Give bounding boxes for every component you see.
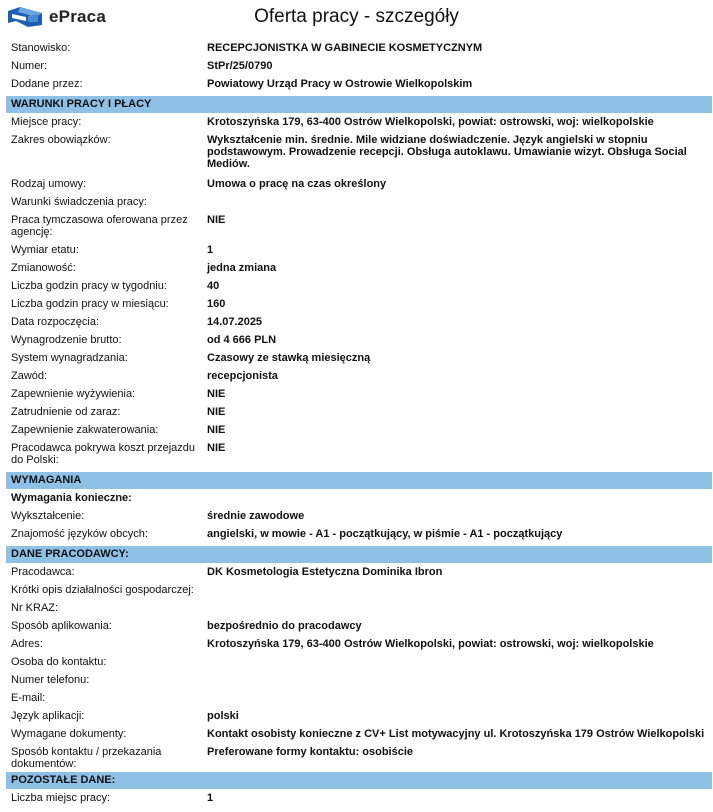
field-value — [206, 602, 712, 618]
field-label: Zatrudnienie od zaraz: — [11, 406, 121, 418]
field-label: Zakres obowiązków: — [11, 134, 111, 146]
detail-row — [6, 314, 712, 332]
field-value: 1 — [207, 244, 214, 256]
field-label: Numer telefonu: — [11, 674, 90, 686]
field-value: średnie zawodowe — [207, 510, 305, 522]
detail-row — [6, 278, 712, 296]
detail-row — [6, 114, 712, 132]
detail-row — [6, 332, 712, 350]
detail-row — [6, 790, 712, 808]
detail-row — [6, 708, 712, 726]
field-label: Znajomość języków obcych: — [11, 528, 148, 540]
field-label: Data rozpoczęcia: — [11, 316, 100, 328]
detail-row — [6, 600, 712, 618]
section-warunki: WARUNKI PRACY I PŁACY — [6, 96, 712, 113]
field-label: Praca tymczasowa oferowana przez agencję: — [11, 214, 188, 238]
field-value: bezpośrednio do pracodawcy — [207, 620, 362, 632]
field-label: Wymiar etatu: — [11, 244, 79, 256]
detail-row — [6, 422, 712, 440]
detail-row — [6, 58, 712, 76]
field-label: E-mail: — [11, 692, 46, 704]
field-value: Czasowy ze stawką miesięczną — [207, 352, 371, 364]
field-value: jedna zmiana — [207, 262, 277, 274]
field-value: Powiatowy Urząd Pracy w Ostrowie Wielkopolskim — [207, 78, 473, 90]
detail-row — [6, 76, 712, 94]
field-label: Zapewnienie zakwaterowania: — [11, 424, 159, 436]
section-wymagania: WYMAGANIA — [6, 472, 712, 489]
detail-row — [6, 672, 712, 690]
detail-row — [6, 618, 712, 636]
field-value — [206, 656, 712, 672]
field-label: Zmianowość: — [11, 262, 76, 274]
field-value: 14.07.2025 — [207, 316, 263, 328]
detail-row — [6, 526, 712, 544]
field-label: Nr KRAZ: — [11, 602, 59, 614]
detail-row — [6, 176, 712, 194]
field-label: Pracodawca: — [11, 566, 75, 578]
requirements-subheading: Wymagania konieczne: — [11, 492, 132, 504]
field-label: Dodane przez: — [11, 78, 83, 90]
section-pracodawca: DANE PRACODAWCY: — [6, 546, 712, 563]
field-value: Umowa o pracę na czas określony — [207, 178, 387, 190]
detail-row — [6, 744, 712, 770]
field-label: System wynagradzania: — [11, 352, 128, 364]
detail-row — [6, 194, 712, 212]
detail-row — [6, 690, 712, 708]
field-value: NIE — [207, 424, 226, 436]
field-value: Kontakt osobisty konieczne z CV+ List motywacyjny ul. Krotoszyńska 179 Ostrów Wielkopolski — [207, 728, 705, 740]
detail-row — [6, 404, 712, 422]
field-value: Preferowane formy kontaktu: osobiście — [207, 746, 413, 758]
field-value: NIE — [207, 388, 226, 400]
field-value — [206, 196, 712, 212]
page-title: Oferta pracy - szczegóły — [254, 6, 459, 27]
field-value: NIE — [207, 214, 226, 226]
field-label: Liczba miejsc pracy: — [11, 792, 111, 804]
field-label: Numer: — [11, 60, 48, 72]
field-label: Liczba godzin pracy w tygodniu: — [11, 280, 167, 292]
detail-row — [6, 508, 712, 526]
field-label: Osoba do kontaktu: — [11, 656, 107, 668]
field-value: Krotoszyńska 179, 63-400 Ostrów Wielkopolski, powiat: ostrowski, woj: wielkopolskie — [207, 638, 654, 650]
field-label: Sposób kontaktu / przekazania dokumentów: — [11, 746, 162, 770]
field-value: RECEPCJONISTKA W GABINECIE KOSMETYCZNYM — [207, 42, 483, 54]
offer-details — [6, 40, 712, 808]
field-value — [206, 584, 712, 600]
field-label: Adres: — [11, 638, 43, 650]
field-label: Liczba godzin pracy w miesiącu: — [11, 298, 169, 310]
field-value: 1 — [207, 792, 214, 804]
field-label: Pracodawca pokrywa koszt przejazdu do Polski: — [11, 442, 196, 466]
field-value: Krotoszyńska 179, 63-400 Ostrów Wielkopolski, powiat: ostrowski, woj: wielkopolskie — [207, 116, 654, 128]
field-value — [206, 674, 712, 690]
detail-row — [6, 212, 712, 242]
detail-row — [6, 564, 712, 582]
field-value: angielski, w mowie - A1 - początkujący, w piśmie - A1 - początkujący — [207, 528, 563, 540]
detail-row — [6, 386, 712, 404]
field-label: Język aplikacji: — [11, 710, 85, 722]
field-label: Krótki opis działalności gospodarczej: — [11, 584, 194, 596]
field-label: Wynagrodzenie brutto: — [11, 334, 122, 346]
field-label: Wykształcenie: — [11, 510, 85, 522]
field-label: Zapewnienie wyżywienia: — [11, 388, 136, 400]
field-label: Warunki świadczenia pracy: — [11, 196, 147, 208]
field-value: 40 — [207, 280, 220, 292]
field-label: Wymagane dokumenty: — [11, 728, 127, 740]
field-value: Wykształcenie min. średnie. Mile widziane doświadczenie. Język angielski w stopniu podstawowym. Prowadzenie recepcji. Obsługa autoklawu. Umawianie wizyt. Obsługa Social Mediów. — [207, 134, 687, 170]
field-label: Stanowisko: — [11, 42, 71, 54]
field-value: od 4 666 PLN — [207, 334, 277, 346]
detail-row — [6, 260, 712, 278]
field-label: Zawód: — [11, 370, 48, 382]
field-label: Sposób aplikowania: — [11, 620, 112, 632]
field-label: Rodzaj umowy: — [11, 178, 87, 190]
detail-row — [6, 132, 712, 176]
field-value: NIE — [207, 406, 226, 418]
field-value — [206, 692, 712, 708]
field-value: StPr/25/0790 — [207, 60, 273, 72]
field-value: recepcjonista — [207, 370, 278, 382]
detail-row — [6, 654, 712, 672]
detail-row — [6, 582, 712, 600]
field-value: NIE — [207, 442, 226, 454]
section-pozostale: POZOSTAŁE DANE: — [6, 772, 712, 789]
page-header — [0, 0, 713, 40]
logo-text: ePraca — [49, 7, 106, 26]
field-value: polski — [207, 710, 239, 722]
field-value: 160 — [207, 298, 226, 310]
detail-row — [6, 296, 712, 314]
detail-row — [6, 40, 712, 58]
detail-row — [6, 368, 712, 386]
detail-row — [6, 726, 712, 744]
detail-row — [6, 242, 712, 260]
detail-row — [6, 440, 712, 470]
detail-row — [6, 636, 712, 654]
field-value: DK Kosmetologia Estetyczna Dominika Ibron — [207, 566, 443, 578]
field-label: Miejsce pracy: — [11, 116, 82, 128]
detail-row — [6, 350, 712, 368]
